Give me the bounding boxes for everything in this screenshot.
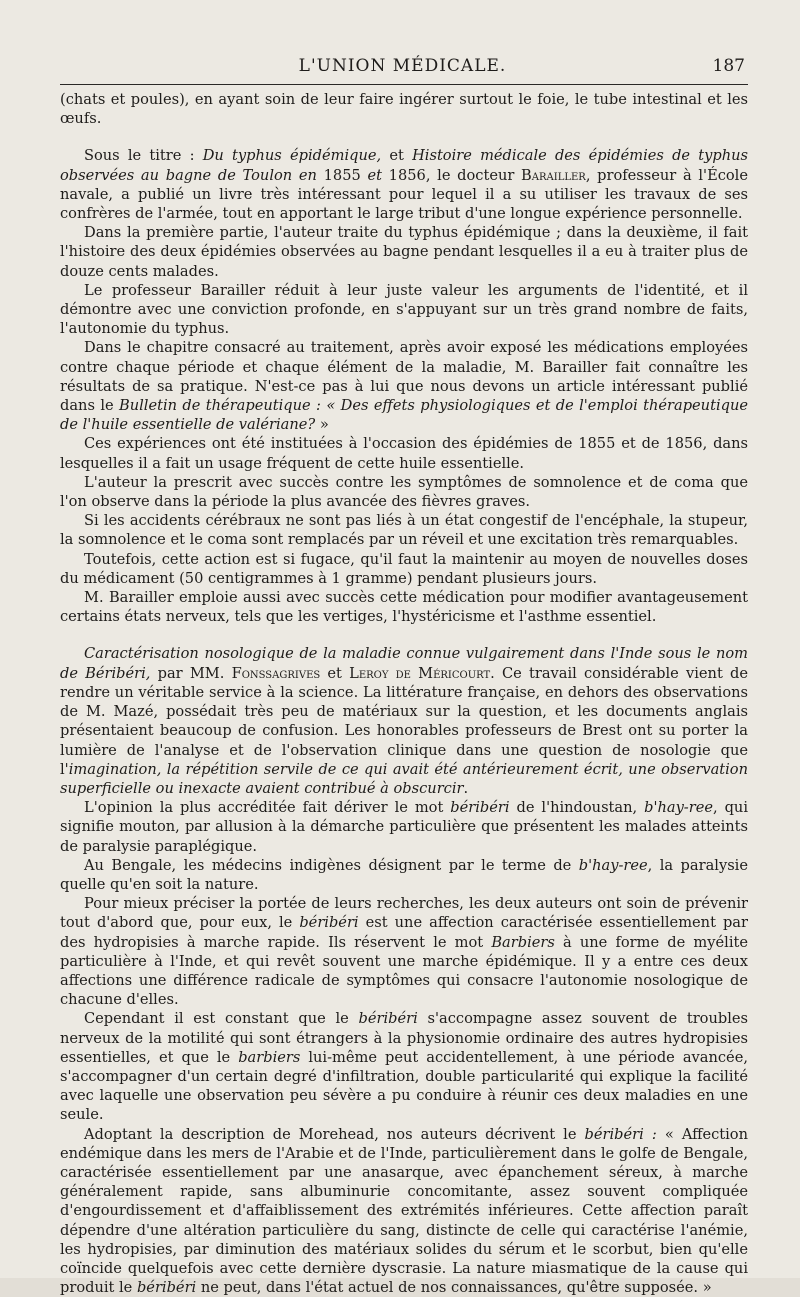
text-run: lui-même peut accidentellement, à une période avancée, s'accompagner d'un certain degré d'infiltration, double particularité qui explique la facilité avec laquelle une observation peu sévère a pu conduire à réunir ces deux maladies en une seule. (60, 1048, 748, 1124)
text-run: 1856, le docteur (381, 166, 522, 184)
quoted-phrase: imagination, la répétition servile de ce qui avait été antérieurement écrit, une observation superficielle ou inexacte avaient contribué à obscurcir (60, 760, 748, 797)
paragraph-7: L'auteur la prescrit avec succès contre les symptômes de somnolence et de coma que l'on observe dans la période la plus avancée des fièvres graves. (60, 473, 748, 511)
article-title-valeriane: Bulletin de thérapeutique : « Des effets physiologiques et de l'emploi thérapeutique de l'huile essentielle de valériane? (60, 397, 748, 434)
paragraph-16 (60, 1125, 748, 1297)
paragraph-13 (60, 856, 748, 894)
paragraph-4: Le professeur Barailler réduit à leur juste valeur les arguments de l'identité, et il démontre avec une conviction profonde, en s'appuyant sur un très grand nombre de faits, l'autonomie du typhus. (60, 281, 748, 338)
text-run: » (315, 416, 329, 434)
term-beriberi: béribéri (450, 799, 510, 817)
running-title: L'UNION MÉDICALE. (298, 56, 507, 76)
paragraph-10: M. Barailler emploie aussi avec succès cette médication pour modifier avantageusement certains états nerveux, tels que les vertiges, l'hystéricisme et l'asthme essentiel. (60, 589, 748, 626)
author-name-fonssagrives: Fonssagrives (231, 664, 321, 682)
text-run: , professeur à l'École navale, a publié un livre très intéressant pour lequel il a su utiliser les travaux de ses confrères de l'armée, tout en apportant le large tribut d'une longue expérience personnelle. (60, 166, 748, 223)
paragraph-9: Toutefois, cette action est si fugace, qu'il faut la maintenir au moyen de nouvelles doses du médicament (50 centigrammes à 1 gramme) pendant plusieurs jours. (60, 550, 748, 587)
term-barbiers: Barbiers (491, 933, 555, 951)
text-run: Pour mieux préciser la portée de leurs recherches, les deux auteurs ont soin de prévenir tout d'abord que, pour eux, le (60, 895, 748, 932)
article-body (60, 90, 748, 1297)
author-name-barailler: Barailler (521, 166, 586, 184)
text-run: , la paralysie quelle qu'en soit la nature. (60, 856, 748, 893)
paragraph-11 (60, 644, 748, 798)
text-run: et (367, 166, 382, 184)
text-run: de l'hindoustan, (509, 799, 645, 817)
header-rule (60, 84, 748, 85)
text-run: . Ce travail considérable vient de rendre un véritable service à la science. La littérature française, en dehors des observations de M. Mazé, possédait très peu de matériaux sur la question, et les documents anglais présentaient beaucoup de confusion. Les honorables professeurs de Brest ont su porter la lumière de l'analyse et de l'observation clinique dans une question de nosologie que l' (60, 664, 748, 778)
text-run: L'opinion la plus accréditée fait dériver le mot (84, 799, 451, 817)
text-run: et (320, 664, 350, 682)
paragraph-15 (60, 1009, 748, 1124)
text-run: . (463, 779, 469, 797)
text-run: à une forme de myélite particulière à l'Inde, et qui revêt souvent une marche épidémique. Il y a entre ces deux affections une différence radicale de symptômes qui consacre l'autonomie nosologique de chacune d'elles. (60, 933, 748, 1009)
text-run: 1855 (316, 166, 368, 184)
book-title-typhus: Du typhus épidémique, (202, 147, 382, 165)
text-run: et (381, 147, 413, 165)
term-bhay-ree: b'hay-ree (578, 856, 648, 874)
paragraph-3: Dans la première partie, l'auteur traite du typhus épidémique ; dans la deuxième, il fait l'histoire des deux épidémies observées au bagne pendant lesquelles il a eu à traiter plus de douze cents malades. (60, 224, 748, 280)
term-barbiers: barbiers (238, 1048, 301, 1066)
term-beriberi: béribéri (136, 1279, 197, 1297)
book-title-beriberi: Caractérisation nosologique de la maladie connue vulgairement dans l'Inde sous le nom de Béribéri, (60, 645, 748, 682)
text-run: s'accompagne assez souvent de troubles nerveux de la motilité qui sont étrangers à la physionomie ordinaire des autres hydropisies essentielles, et que le (60, 1010, 748, 1066)
text-run: Au Bengale, les médecins indigènes désignent par le terme de (84, 856, 579, 874)
paragraph-12 (60, 798, 748, 856)
text-run: , qui signifie mouton, par allusion à la démarche particulière que présentent les malades atteints de paralysie paraplégique. (60, 799, 748, 855)
text-run: Cependant il est constant que le (84, 1010, 359, 1028)
term-bhay-ree: b'hay-ree (644, 799, 713, 817)
term-beriberi: béribéri (358, 1010, 418, 1028)
text-run: est une affection caractérisée essentiellement par des hydropisies à marche rapide. Ils réservent le mot (60, 914, 748, 951)
text-run: « Affection endémique dans les mers de l'Arabie et de l'Inde, particulièrement dans le golfe de Bengale, caractérisée essentiellement par une anasarque, avec épanchement séreux, à marche généralement rapide, sans albuminurie concomitante, assez souvent compliquée d'engourdissement et d'affaiblissement des extrémités inférieures. Cette affection paraît dépendre d'une altération particulière du sang, distincte de celle qui caractérise l'anémie, les hydropisies, par diminution des matériaux solides du sérum et le scorbut, bien qu'elle coïncide quelquefois avec cette dernière dyscrasie. La nature miasmatique de la cause qui produit le (60, 1125, 748, 1297)
paragraph-14 (60, 894, 748, 1009)
text-run: Dans le chapitre consacré au traitement, après avoir exposé les médications employées contre chaque période et chaque élément de la maladie, M. Barailler fait connaître les résultats de sa pratique. N'est-ce pas à lui que nous devons un article intéressant publié dans le (60, 339, 748, 415)
text-run: Sous le titre : (84, 147, 203, 165)
book-title-histoire: Histoire médicale des épidémies de typhus observées au bagne de Toulon en (60, 147, 749, 184)
text-run: ne peut, dans l'état actuel de nos connaissances, qu'être supposée. » (196, 1279, 712, 1297)
author-name-leroy-de-mericourt: Leroy de Méricourt (349, 664, 491, 682)
page-number: 187 (712, 56, 745, 76)
paragraph-8: Si les accidents cérébraux ne sont pas liés à un état congestif de l'encéphale, la stupeur, la somnolence et le coma sont remplacés par un réveil et une excitation très remarquables. (60, 512, 748, 549)
term-beriberi: béribéri : (584, 1125, 657, 1143)
text-run: Adoptant la description de Morehead, nos auteurs décrivent le (84, 1125, 585, 1143)
paragraph-2 (60, 146, 748, 223)
paragraph-6: Ces expériences ont été instituées à l'occasion des épidémies de 1855 et de 1856, dans lesquelles il a fait un usage fréquent de cette huile essentielle. (60, 435, 748, 472)
text-run: par MM. (150, 664, 232, 682)
running-header (60, 56, 745, 82)
term-beriberi: béribéri (299, 914, 359, 932)
paragraph-1: (chats et poules), en ayant soin de leur faire ingérer surtout le foie, le tube intestinal et les œufs. (60, 91, 748, 128)
paragraph-5 (60, 338, 748, 434)
